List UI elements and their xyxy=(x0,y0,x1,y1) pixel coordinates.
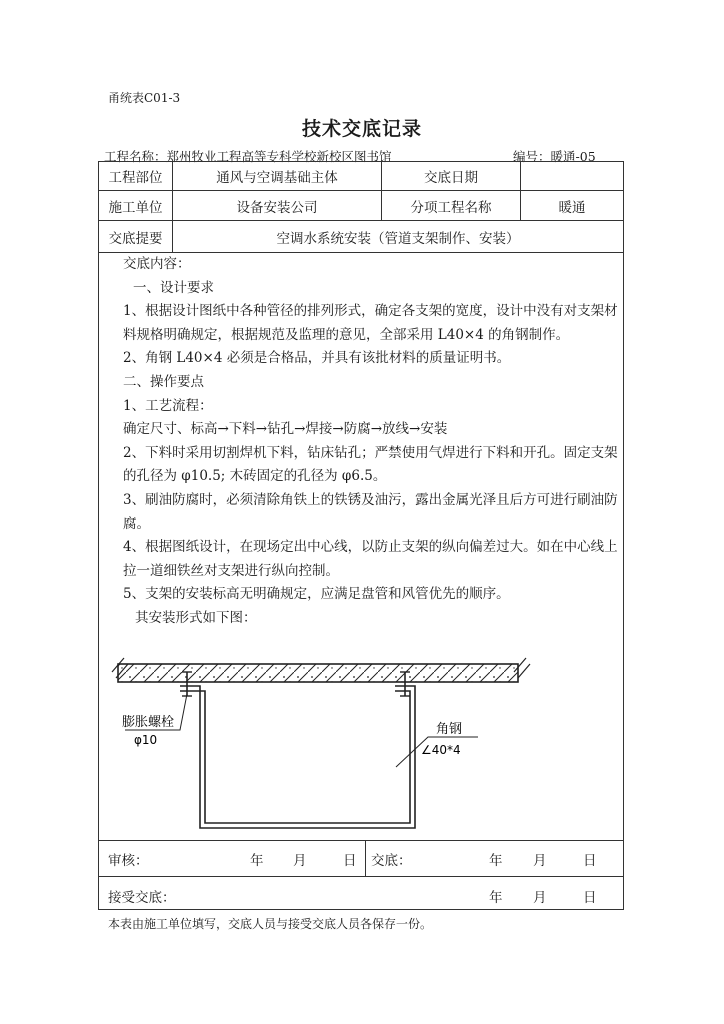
part-value: 通风与空调基础主体 xyxy=(216,170,338,186)
bolt-size: φ10 xyxy=(134,733,158,747)
receiver-day: 日 xyxy=(583,890,597,906)
section-design-requirements: 一、设计要求 xyxy=(133,279,214,296)
serial-label: 编号： xyxy=(513,149,551,164)
bolt-label: 膨胀螺栓 xyxy=(122,715,175,730)
serial-value: 暖通-05 xyxy=(550,149,596,164)
unit-label: 施工单位 xyxy=(108,199,163,216)
unit-value: 设备安装公司 xyxy=(236,199,318,216)
paragraph: 2、下料时采用切割焊机下料，钻床钻孔；严禁使用气焊进行下料和开孔。固定支架的孔径为 φ10.5; 木砖固定的孔径为 φ6.5。 xyxy=(123,444,618,485)
content-heading: 交底内容： xyxy=(123,256,191,272)
handover-month: 月 xyxy=(533,853,547,869)
receiver-year: 年 xyxy=(489,890,503,906)
paragraph: 2、角钢 L40×4 必须是合格品，并具有该批材料的质量证明书。 xyxy=(123,350,511,367)
handover-label: 交底： xyxy=(371,853,412,869)
document-title: 技术交底记录 xyxy=(301,118,422,140)
paragraph: 1、工艺流程： xyxy=(123,397,213,414)
project-name-value: 郑州牧业工程高等专科学校新校区图书馆 xyxy=(166,149,392,164)
angle-label: 角钢 xyxy=(436,722,463,737)
review-month: 月 xyxy=(293,853,307,869)
process-flow: 确定尺寸、标高→下料→钻孔→焊接→防腐→放线→安装 xyxy=(123,421,448,438)
form-code: 甬统表C01-3 xyxy=(108,91,181,105)
concrete-slab xyxy=(112,658,530,682)
review-label: 审核： xyxy=(108,853,149,869)
receiver-month: 月 xyxy=(533,890,547,906)
handover-year: 年 xyxy=(489,853,503,869)
footnote: 本表由施工单位填写，交底人员与接受交底人员各保存一份。 xyxy=(108,917,433,931)
summary-label: 交底提要 xyxy=(108,230,163,247)
receiver-label: 接受交底： xyxy=(108,890,176,906)
paragraph: 4、根据图纸设计，在现场定出中心线，以防止支架的纵向偏差过大。如在中心线上拉一道细铁丝对支架进行纵向控制。 xyxy=(123,539,618,579)
date-label: 交底日期 xyxy=(424,170,478,186)
section-operation-points: 二、操作要点 xyxy=(123,373,204,390)
handover-day: 日 xyxy=(583,853,597,869)
paragraph: 1、根据设计图纸中各种管径的排列形式，确定各支架的宽度，设计中没有对支架材料规格明确规定，根据规范及监理的意见，全部采用 L40×4 的角钢制作。 xyxy=(123,303,618,343)
subitem-label: 分项工程名称 xyxy=(410,199,492,216)
paragraph: 5、支架的安装标高无明确规定，应满足盘管和风管优先的顺序。 xyxy=(123,586,510,603)
subitem-value: 暖通 xyxy=(558,199,586,216)
review-day: 日 xyxy=(343,853,357,869)
summary-value: 空调水系统安装（管道支架制作、安装） xyxy=(276,230,520,247)
angle-size: ∠40*4 xyxy=(421,743,461,757)
angle-steel-bracket xyxy=(180,686,415,828)
part-label: 工程部位 xyxy=(108,170,163,186)
review-year: 年 xyxy=(250,853,264,869)
paragraph: 3、刷油防腐时，必须清除角铁上的铁锈及油污，露出金属光泽且后方可进行刷油防腐。 xyxy=(123,491,618,532)
paragraph: 其安装形式如下图： xyxy=(135,609,257,626)
project-name-label: 工程名称： xyxy=(104,149,167,164)
